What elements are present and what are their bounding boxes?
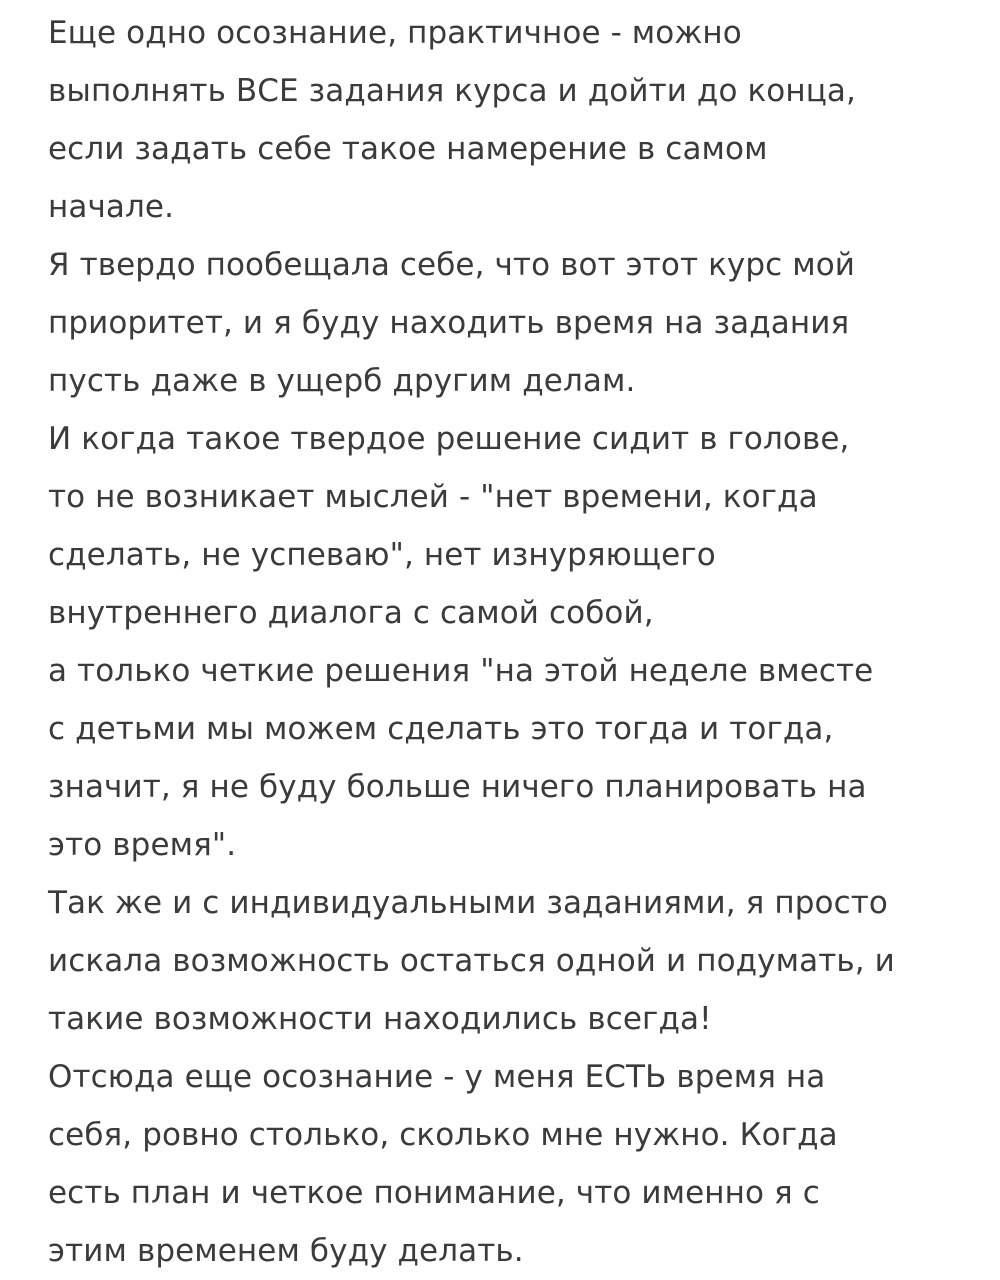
text-line: такие возможности находились всегда! (48, 1001, 712, 1037)
text-line: внутреннего диалога с самой собой, (48, 595, 654, 631)
text-line: если задать себе такое намерение в самом (48, 131, 768, 167)
text-line: то не возникает мыслей - "нет времени, когда (48, 479, 818, 515)
text-line: Так же и с индивидуальными заданиями, я просто (48, 885, 888, 921)
text-line: Отсюда еще осознание - у меня ЕСТЬ время на (48, 1059, 826, 1095)
text-line: Я твердо пообещала себе, что вот этот курс мой (48, 247, 856, 283)
text-line: этим временем буду делать. (48, 1233, 524, 1269)
text-line: И когда такое твердое решение сидит в голове, (48, 421, 850, 457)
text-line: пусть даже в ущерб другим делам. (48, 363, 636, 399)
text-line: выполнять ВСЕ задания курса и дойти до конца, (48, 73, 856, 109)
text-line: с детьми мы можем сделать это тогда и тогда, (48, 711, 834, 747)
text-line: Еще одно осознание, практичное - можно (48, 15, 742, 51)
text-line: сделать, не успеваю", нет изнуряющего (48, 537, 716, 573)
text-line: значит, я не буду больше ничего планировать на (48, 769, 867, 805)
text-line: а только четкие решения "на этой неделе вместе (48, 653, 874, 689)
text-line: искала возможность остаться одной и подумать, и (48, 943, 895, 979)
document-text (48, 4, 988, 1280)
text-line: начале. (48, 189, 175, 225)
text-line: приоритет, и я буду находить время на задания (48, 305, 850, 341)
text-line: это время". (48, 827, 237, 863)
text-line: есть план и четкое понимание, что именно я с (48, 1175, 820, 1211)
text-line: себя, ровно столько, сколько мне нужно. Когда (48, 1117, 838, 1153)
